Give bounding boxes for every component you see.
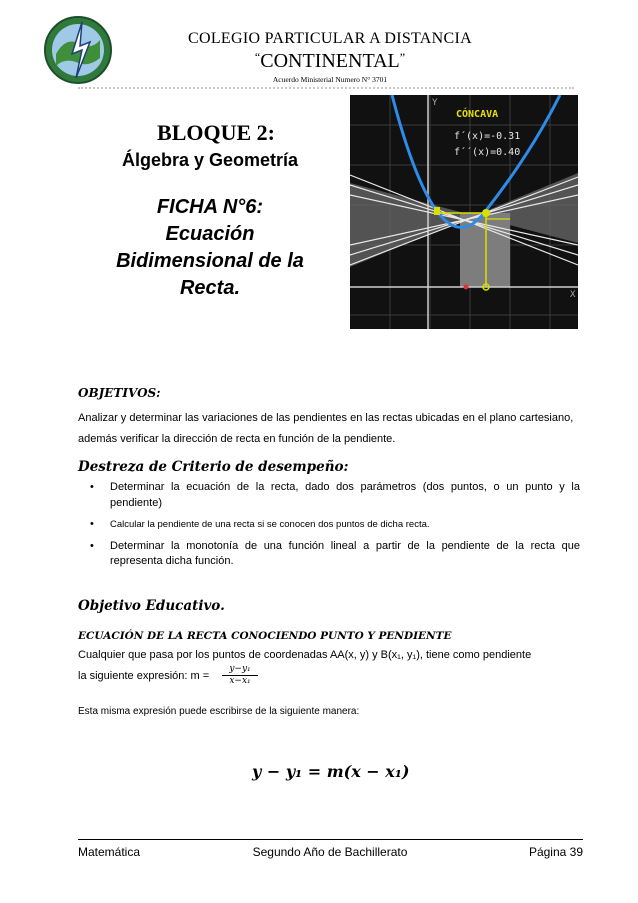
- graph-label: CÓNCAVA: [456, 109, 499, 120]
- fraction-denominator: x−x₁: [229, 676, 251, 686]
- x-axis-label: X: [570, 290, 576, 300]
- second-derivative-label: f´´(x)=0.40: [454, 147, 521, 158]
- skills-heading: Destreza de Criterio de desempeño:: [78, 459, 349, 475]
- list-item-text: Calcular la pendiente de una recta si se conocen dos puntos de dicha recta.: [110, 519, 430, 530]
- worksheet-title-line: Bidimensional de la: [116, 250, 304, 272]
- page-number: Página 39: [528, 845, 583, 859]
- equation-description: Cualquier que pasa por los puntos de coordenadas AA(x, y) y B(x₁, y₁), tiene como pendiente: [78, 649, 532, 661]
- list-item-text: Determinar la ecuación de la recta, dado dos parámetros (dos puntos, o un punto y la pendiente): [110, 481, 580, 509]
- ministerial-agreement: Acuerdo Ministerial Numero N° 3701: [272, 75, 388, 84]
- first-derivative-label: f´(x)=-0.31: [454, 131, 521, 142]
- educational-objective-heading: Objetivo Educativo.: [78, 598, 225, 614]
- concave-parabola-graph: [350, 95, 578, 329]
- worksheet-title-line: Ecuación: [165, 223, 255, 245]
- open-quote: “: [254, 50, 261, 64]
- footer-subject: Matemática: [78, 845, 141, 859]
- list-item-text: Determinar la monotonía de una función lineal a partir de la pendiente de la recta que representa dicha función.: [110, 539, 580, 567]
- worksheet-title: [70, 194, 350, 302]
- worksheet-title-line: Recta.: [179, 277, 241, 299]
- close-quote: ”: [399, 50, 406, 64]
- slope-expression-label: la siguiente expresión: m =: [78, 670, 210, 682]
- bullet-icon: •: [90, 481, 94, 493]
- worksheet-title-line: FICHA N°6:: [156, 196, 264, 218]
- school-title: COLEGIO PARTICULAR A DISTANCIA: [188, 30, 472, 47]
- skills-list: [90, 480, 580, 576]
- school-name: [150, 50, 510, 73]
- list-item: [90, 480, 580, 511]
- slope-fraction: [222, 664, 258, 686]
- footer-divider: [78, 839, 583, 840]
- alternate-form-text: Esta misma expresión puede escribirse de la siguiente manera:: [78, 706, 360, 717]
- block-subtitle: Álgebra y Geometría: [121, 150, 299, 170]
- header-divider: [78, 87, 574, 89]
- bullet-icon: •: [90, 518, 94, 530]
- equation-subheading: ECUACIÓN DE LA RECTA CONOCIENDO PUNTO Y PENDIENTE: [78, 630, 452, 642]
- objectives-heading: OBJETIVOS:: [78, 386, 161, 400]
- objectives-text: Analizar y determinar las variaciones de las pendientes en las rectas ubicadas en el plano cartesiano, además verificar la dirección de recta en función de la pendiente.: [78, 412, 574, 445]
- y-axis-label: Y: [432, 98, 438, 108]
- bullet-icon: •: [90, 539, 94, 552]
- list-item: [90, 539, 580, 570]
- list-item: [90, 517, 580, 533]
- footer-course: Segundo Año de Bachillerato: [252, 845, 408, 859]
- point-slope-formula: y − y₁ = m(x − x₁): [252, 762, 410, 781]
- fraction-numerator: y−y₁: [222, 664, 258, 676]
- school-name-text: CONTINENTAL: [260, 50, 400, 72]
- block-title: BLOQUE 2:: [157, 120, 275, 145]
- school-logo: [42, 14, 114, 86]
